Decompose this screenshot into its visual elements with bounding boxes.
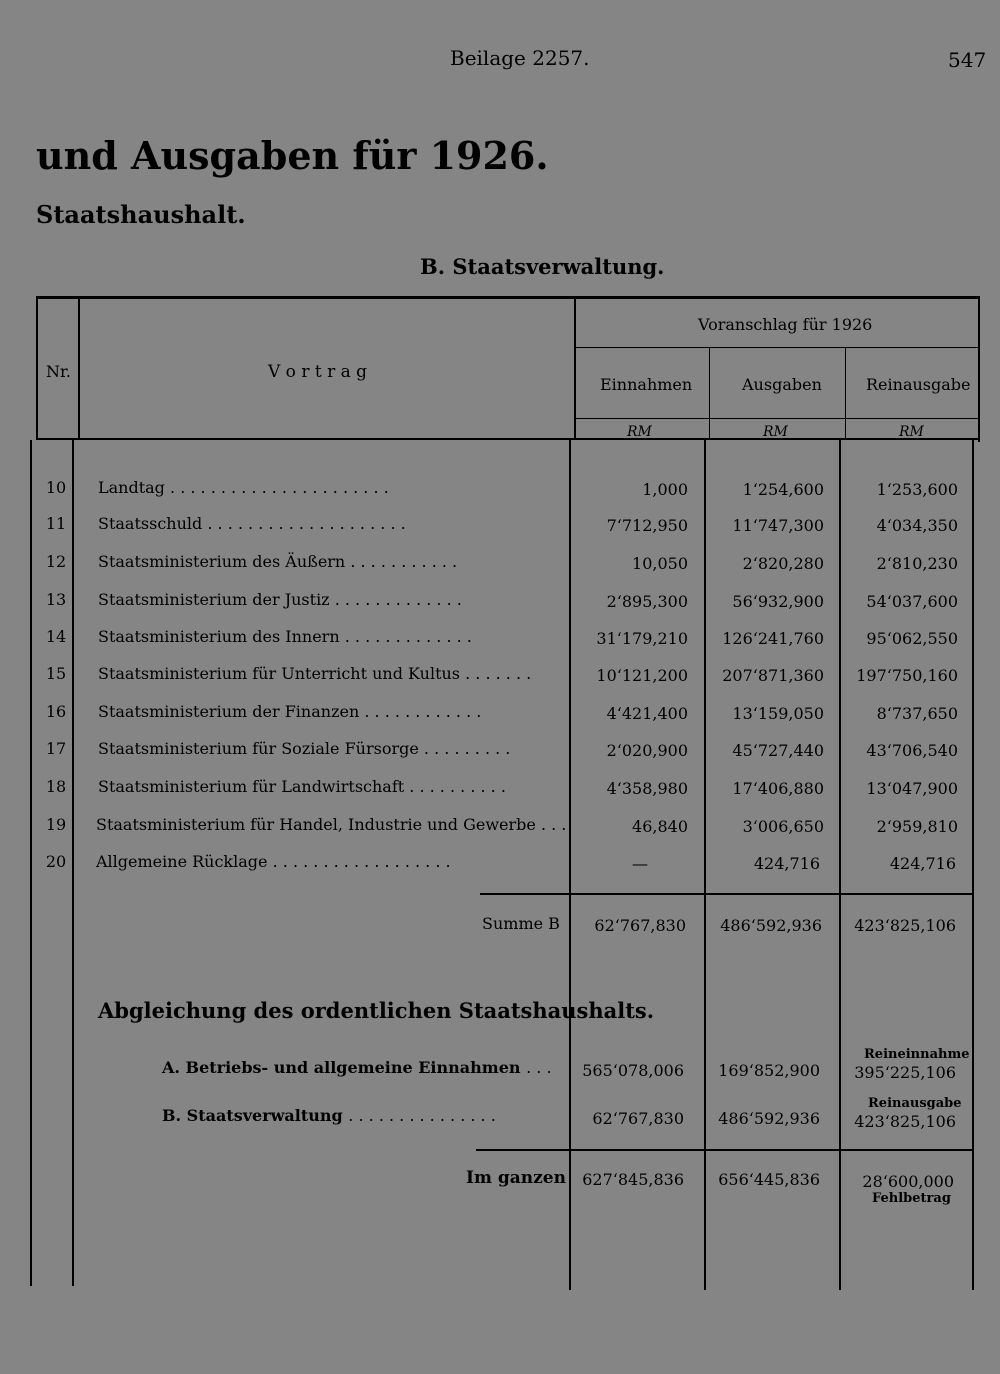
section-heading: B. Staatsverwaltung.	[420, 254, 665, 279]
cell-ausgaben: 45‘727,440	[732, 741, 824, 760]
cell-einnahmen: 46,840	[632, 817, 688, 836]
row-label: Landtag . . . . . . . . . . . . . . . . . . . . . .	[98, 478, 389, 497]
sum-label: Summe B	[482, 914, 560, 933]
balance-b-ausgaben: 486‘592,936	[718, 1109, 820, 1128]
total-note: Fehlbetrag	[872, 1191, 951, 1206]
row-label: Allgemeine Rücklage . . . . . . . . . . . . . . . . . .	[96, 852, 451, 871]
cell-einnahmen: 2‘895,300	[606, 592, 688, 611]
row-number: 16	[45, 702, 67, 721]
page-subtitle: Staatshaushalt.	[36, 200, 246, 229]
row-label: Staatsministerium der Finanzen . . . . . . . . . . . .	[98, 702, 482, 721]
row-number: 20	[45, 852, 67, 871]
row-number: 15	[45, 664, 67, 683]
cell-reinausgabe: 2‘810,230	[876, 554, 958, 573]
sum-reinausgabe: 423‘825,106	[854, 916, 956, 935]
cell-einnahmen: 4‘358,980	[606, 779, 688, 798]
unit-label-einnahmen: RM	[627, 424, 652, 440]
row-number: 13	[45, 590, 67, 609]
balance-a-note: Reineinnahme	[864, 1047, 970, 1062]
balance-label-b: B. Staatsverwaltung . . . . . . . . . . . . . . .	[162, 1106, 496, 1125]
cell-ausgaben: 1‘254,600	[742, 480, 824, 499]
total-label: Im ganzen	[466, 1168, 566, 1188]
balance-b-note: Reinausgabe	[868, 1096, 962, 1111]
cell-einnahmen: —	[632, 854, 648, 873]
row-number: 18	[45, 777, 67, 796]
abgleichung-heading: Abgleichung des ordentlichen Staatshaushalts.	[98, 998, 655, 1023]
supplement-header: Beilage 2257.	[450, 46, 590, 70]
cell-einnahmen: 2‘020,900	[606, 741, 688, 760]
row-label: Staatsministerium für Soziale Fürsorge . . . . . . . . .	[98, 739, 511, 758]
row-label: Staatsministerium für Handel, Industrie und Gewerbe . . .	[96, 815, 567, 834]
row-label: Staatsministerium für Unterricht und Kultus . . . . . . .	[98, 664, 532, 683]
balance-b-rein: 423‘825,106	[854, 1112, 956, 1131]
row-number: 17	[45, 739, 67, 758]
sum-ausgaben: 486‘592,936	[720, 916, 822, 935]
cell-ausgaben: 2‘820,280	[742, 554, 824, 573]
row-label: Staatsschuld . . . . . . . . . . . . . . . . . . . .	[98, 514, 406, 533]
column-header-nr: Nr.	[46, 362, 71, 381]
cell-ausgaben: 126‘241,760	[722, 629, 824, 648]
column-header-ausgaben: Ausgaben	[742, 375, 822, 394]
cell-ausgaben: 3‘006,650	[742, 817, 824, 836]
cell-reinausgabe: 43‘706,540	[866, 741, 958, 760]
row-label: Staatsministerium der Justiz . . . . . . . . . . . . .	[98, 590, 462, 609]
total-ausgaben: 656‘445,836	[718, 1170, 820, 1189]
total-rein: 28‘600,000	[862, 1172, 954, 1191]
cell-ausgaben: 207‘871,360	[722, 666, 824, 685]
row-number: 14	[45, 627, 67, 646]
cell-einnahmen: 4‘421,400	[606, 704, 688, 723]
cell-einnahmen: 31‘179,210	[596, 629, 688, 648]
cell-ausgaben: 56‘932,900	[732, 592, 824, 611]
row-label: Staatsministerium des Innern . . . . . . . . . . . . .	[98, 627, 472, 646]
cell-ausgaben: 13‘159,050	[732, 704, 824, 723]
row-label: Staatsministerium des Äußern . . . . . . . . . . .	[98, 552, 458, 571]
total-einnahmen: 627‘845,836	[582, 1170, 684, 1189]
balance-a-ausgaben: 169‘852,900	[718, 1061, 820, 1080]
cell-reinausgabe: 4‘034,350	[876, 516, 958, 535]
cell-reinausgabe: 95‘062,550	[866, 629, 958, 648]
balance-a-einnahmen: 565‘078,006	[582, 1061, 684, 1080]
column-group-voranschlag: Voranschlag für 1926	[698, 315, 873, 334]
cell-ausgaben: 17‘406,880	[732, 779, 824, 798]
row-number: 19	[45, 815, 67, 834]
cell-einnahmen: 10,050	[632, 554, 688, 573]
page-title: und Ausgaben für 1926.	[36, 133, 549, 178]
cell-reinausgabe: 13‘047,900	[866, 779, 958, 798]
column-header-vortrag: V o r t r a g	[268, 362, 368, 382]
column-header-einnahmen: Einnahmen	[600, 375, 693, 394]
unit-label-reinausgabe: RM	[899, 424, 924, 440]
balance-a-rein: 395‘225,106	[854, 1063, 956, 1082]
cell-reinausgabe: 8‘737,650	[876, 704, 958, 723]
cell-reinausgabe: 54‘037,600	[866, 592, 958, 611]
balance-b-einnahmen: 62‘767,830	[592, 1109, 684, 1128]
row-label: Staatsministerium für Landwirtschaft . . . . . . . . . .	[98, 777, 506, 796]
cell-einnahmen: 1,000	[642, 480, 688, 499]
column-header-reinausgabe: Reinausgabe	[866, 375, 971, 394]
cell-reinausgabe: 1‘253,600	[876, 480, 958, 499]
page-number: 547	[948, 48, 987, 72]
cell-reinausgabe: 424,716	[889, 854, 956, 873]
balance-label-a: A. Betriebs- und allgemeine Einnahmen . . .	[162, 1058, 552, 1077]
sum-einnahmen: 62‘767,830	[594, 916, 686, 935]
cell-reinausgabe: 197‘750,160	[856, 666, 958, 685]
unit-label-ausgaben: RM	[763, 424, 788, 440]
cell-einnahmen: 7‘712,950	[606, 516, 688, 535]
cell-reinausgabe: 2‘959,810	[876, 817, 958, 836]
cell-ausgaben: 11‘747,300	[732, 516, 824, 535]
cell-einnahmen: 10‘121,200	[596, 666, 688, 685]
cell-ausgaben: 424,716	[753, 854, 820, 873]
row-number: 10	[45, 478, 67, 497]
row-number: 12	[45, 552, 67, 571]
row-number: 11	[45, 514, 67, 533]
